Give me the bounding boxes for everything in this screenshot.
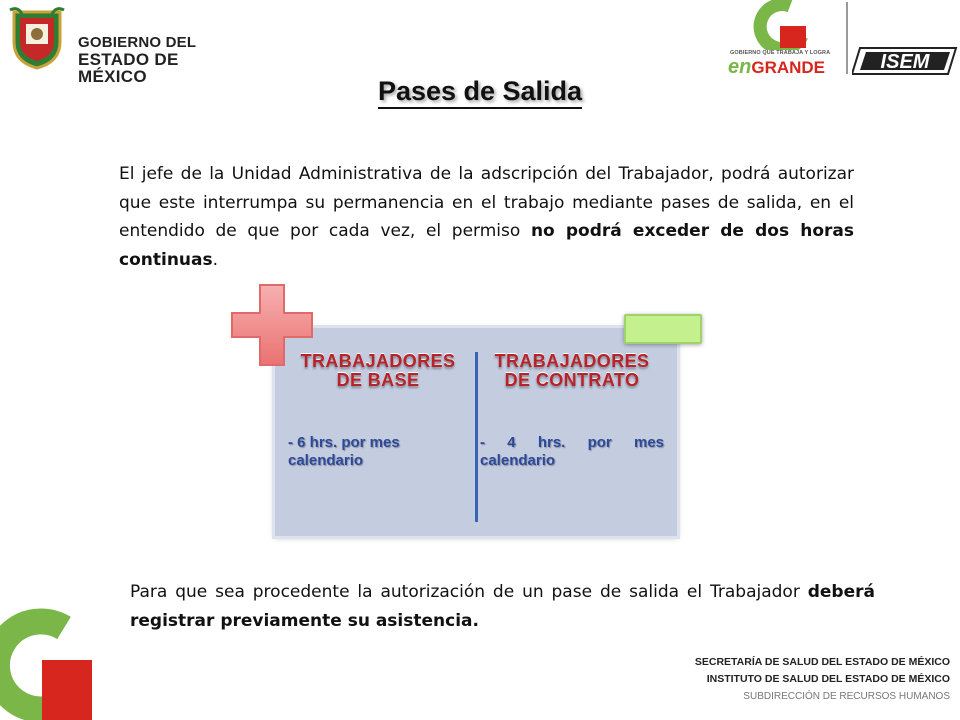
footer-line1: SECRETARÍA DE SALUD DEL ESTADO DE MÉXICO [694,656,950,668]
engrande-grande: GRANDE [751,58,826,77]
engrande-logo [724,0,836,80]
intro-paragraph-text: El jefe de la Unidad Administrativa de la adscripción del Trabajador, podrá autorizar que este interrumpa su permanencia en el trabajo mediante pases de salida, en el entendido de que por cada vez, el permiso [119,164,854,241]
footer-line2: INSTITUTO DE SALUD DEL ESTADO DE MÉXICO [706,673,950,685]
g-logo-icon [0,604,94,720]
page-title [0,76,960,107]
isem-logo-text: ISEM [880,51,930,73]
engrande-tagline: GOBIERNO QUE TRABAJA Y LOGRA [730,50,831,56]
isem-logo [852,46,958,76]
base-workers-hours: - 6 hrs. por mes calendario [288,434,400,469]
plus-icon [230,283,314,367]
intro-paragraph [119,160,854,274]
minus-icon [624,314,702,344]
logo-divider [846,2,848,74]
footer [530,654,950,705]
contract-workers-heading: TRABAJADORES DE CONTRATO [494,351,650,390]
gobierno-estado-mexico-logo [8,6,248,86]
gov-logo-line2: ESTADO DE MÉXICO [78,50,179,86]
g-mark-icon [750,0,812,50]
intro-paragraph-bold: no podrá exceder de dos horas continuas [119,221,854,270]
state-seal-icon [8,6,66,70]
contract-workers-hours: - 4 hrs. por mes calendario [480,434,664,469]
engrande-en: en [728,56,752,78]
requirement-paragraph-bold: deberá registrar previamente su asistencia. [130,582,875,631]
gov-logo-line1: GOBIERNO DEL [78,34,197,51]
base-workers-heading: TRABAJADORES DE BASE [300,351,456,390]
column-divider [475,352,478,522]
page-title-text: Pases de Salida [378,76,582,109]
intro-paragraph-end: . [212,249,219,270]
requirement-paragraph [130,578,875,635]
footer-line3: SUBDIRECCIÓN DE RECURSOS HUMANOS [743,691,950,702]
requirement-paragraph-text: Para que sea procedente la autorización de un pase de salida el Trabajador [130,582,808,602]
